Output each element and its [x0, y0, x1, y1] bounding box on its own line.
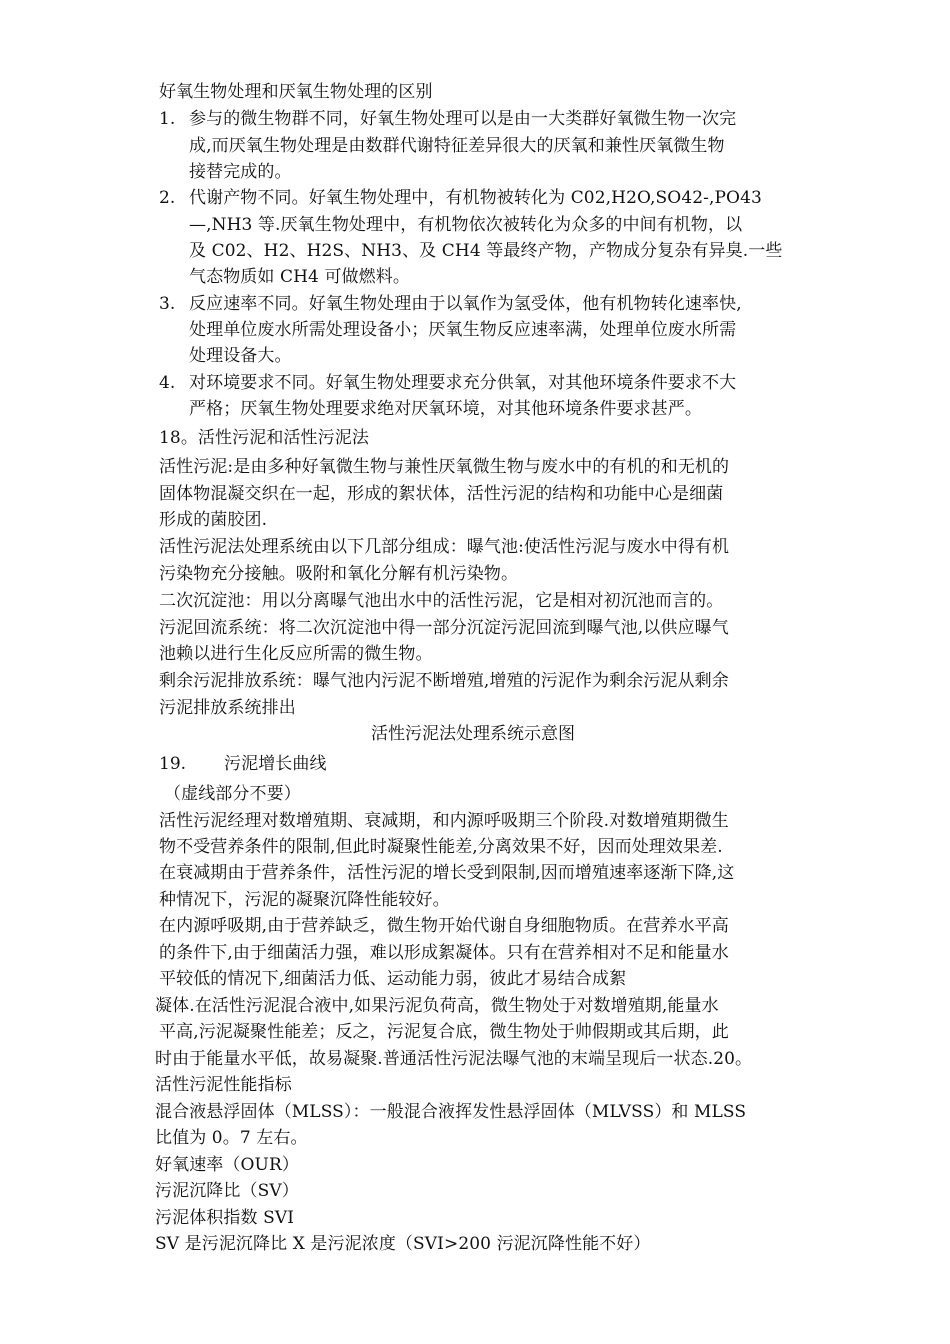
- list-number: 4.: [159, 373, 176, 393]
- list-item-line: 接替完成的。: [189, 162, 292, 182]
- paragraph-line: 池赖以进行生化反应所需的微生物。: [159, 644, 433, 664]
- paragraph-line: 比值为 0。7 左右。: [155, 1128, 308, 1148]
- paragraph-line: 在衰减期由于营养条件，活性污泥的增长受到限制,因而增殖速率逐渐下降,这: [159, 863, 735, 883]
- list-item-line: —,NH3 等.厌氧生物处理中，有机物依次被转化为众多的中间有机物，以: [189, 215, 743, 235]
- paragraph-line: 形成的菌胶团.: [159, 510, 268, 530]
- paragraph-line: 的条件下,由于细菌活力强，难以形成絮凝体。只有在营养相对不足和能量水: [159, 943, 729, 963]
- paragraph-line: 活性污泥经理对数增殖期、衰减期，和内源呼吸期三个阶段.对数增殖期微生: [159, 811, 729, 831]
- section-18-heading: 18。活性污泥和活性污泥法: [159, 428, 369, 448]
- document-title: 好氧生物处理和厌氧生物处理的区别: [159, 82, 433, 102]
- list-item-line: 严格；厌氧生物处理要求绝对厌氧环境，对其他环境条件要求甚严。: [189, 399, 702, 419]
- paragraph-line: 在内源呼吸期,由于营养缺乏，微生物开始代谢自身细胞物质。在营养水平高: [159, 916, 729, 936]
- paragraph-line: 固体物混凝交织在一起，形成的絮状体，活性污泥的结构和功能中心是细菌: [159, 484, 724, 504]
- list-number: 3.: [159, 294, 176, 314]
- list-item-line: 及 C02、H2、H2S、NH3、及 CH4 等最终产物，产物成分复杂有异臭.一些: [189, 241, 783, 261]
- paragraph-line: 种情况下，污泥的凝聚沉降性能较好。: [159, 890, 450, 910]
- paragraph-line: 混合液悬浮固体（MLSS）：一般混合液挥发性悬浮固体（MLVSS）和 MLSS: [155, 1102, 747, 1122]
- paragraph-line: 凝体.在活性污泥混合液中,如果污泥负荷高，微生物处于对数增殖期,能量水: [155, 996, 719, 1016]
- paragraph-line: 污泥回流系统：将二次沉淀池中得一部分沉淀污泥回流到曝气池,以供应曝气: [159, 618, 729, 638]
- section-19-note: （虚线部分不要）: [164, 784, 301, 804]
- list-item-line: 处理设备大。: [189, 346, 292, 366]
- paragraph-line: 污泥排放系统排出: [159, 698, 296, 718]
- paragraph-line: 污泥沉降比（SV）: [155, 1181, 299, 1201]
- list-item-line: 成,而厌氧生物处理是由数群代谢特征差异很大的厌氧和兼性厌氧微生物: [189, 136, 725, 156]
- paragraph-line: 二次沉淀池：用以分离曝气池出水中的活性污泥，它是相对初沉池而言的。: [159, 591, 724, 611]
- paragraph-line: 污泥体积指数 SVI: [155, 1208, 295, 1228]
- paragraph-line: 平较低的情况下,细菌活力低、运动能力弱，彼此才易结合成絮: [159, 969, 627, 989]
- section-20-heading: 活性污泥性能指标: [155, 1075, 292, 1095]
- paragraph-line: 活性污泥法处理系统由以下几部分组成：曝气池:使活性污泥与废水中得有机: [159, 537, 730, 557]
- paragraph-line: 好氧速率（OUR）: [155, 1155, 299, 1175]
- section-19-heading: 污泥增长曲线: [224, 754, 327, 774]
- list-item-line: 代谢产物不同。好氧生物处理中，有机物被转化为 C02,H2O,SO42-,PO43: [189, 188, 762, 208]
- paragraph-line: 物不受营养条件的限制,但此时凝聚性能差,分离效果不好，因而处理效果差.: [159, 837, 723, 857]
- paragraph-line: 时由于能量水平低，故易凝聚.普通活性污泥法曝气池的末端呈现后一状态.20。: [155, 1049, 753, 1069]
- section-19-number: 19.: [159, 754, 187, 774]
- list-number: 2.: [159, 188, 176, 208]
- paragraph-line: 剩余污泥排放系统：曝气池内污泥不断增殖,增殖的污泥作为剩余污泥从剩余: [159, 671, 729, 691]
- list-item-line: 参与的微生物群不同，好氧生物处理可以是由一大类群好氧微生物一次完: [189, 109, 737, 129]
- list-item-line: 气态物质如 CH4 可做燃料。: [189, 267, 410, 287]
- paragraph-line: SV 是污泥沉降比 X 是污泥浓度（SVI>200 污泥沉降性能不好）: [155, 1234, 651, 1254]
- paragraph-line: 污染物充分接触。吸附和氧化分解有机污染物。: [159, 564, 519, 584]
- list-item-line: 对环境要求不同。好氧生物处理要求充分供氧，对其他环境条件要求不大: [189, 373, 737, 393]
- list-item-line: 反应速率不同。好氧生物处理由于以氧作为氢受体，他有机物转化速率快,: [189, 294, 742, 314]
- figure-caption: 活性污泥法处理系统示意图: [371, 724, 575, 744]
- list-number: 1.: [159, 109, 176, 129]
- list-item-line: 处理单位废水所需处理设备小；厌氧生物反应速率满，处理单位废水所需: [189, 320, 737, 340]
- paragraph-line: 活性污泥:是由多种好氧微生物与兼性厌氧微生物与废水中的有机的和无机的: [159, 457, 730, 477]
- paragraph-line: 平高,污泥凝聚性能差；反之，污泥复合底，微生物处于帅假期或其后期，此: [159, 1022, 729, 1042]
